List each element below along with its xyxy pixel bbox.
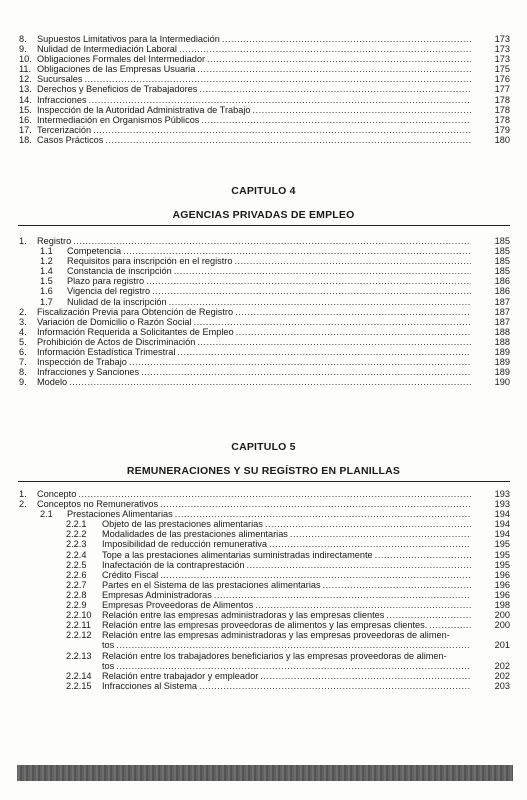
toc-entry bbox=[0, 367, 527, 377]
toc-entry-number: 2.2.4 bbox=[66, 549, 87, 560]
dot-leader bbox=[129, 357, 471, 367]
toc-entry-title: Intermediación en Organismos Públicos bbox=[37, 114, 200, 125]
toc-entry-title: Partes en el Sistema de las prestaciones alimentarias bbox=[102, 579, 321, 590]
dot-leader bbox=[197, 64, 471, 74]
toc-entry-number: 16. bbox=[19, 114, 32, 125]
dot-leader bbox=[116, 640, 471, 650]
toc-entry-title: Obligaciones Formales del Intermediador bbox=[37, 54, 206, 65]
toc-entry-title: Infracciones y Sanciones bbox=[37, 367, 140, 378]
toc-entry-number: 2.2.9 bbox=[66, 600, 87, 611]
toc-entry-page-number: 201 bbox=[494, 640, 510, 651]
toc-entry bbox=[0, 236, 527, 246]
dot-leader bbox=[214, 590, 471, 600]
toc-entry-title: Inafectación de la contraprestación bbox=[102, 559, 245, 570]
toc-entry-page-number: 189 bbox=[494, 357, 510, 368]
toc-entry-continuation bbox=[0, 661, 527, 671]
dot-leader bbox=[207, 54, 471, 64]
toc-entry-page-number: 198 bbox=[494, 600, 510, 611]
toc-entry bbox=[0, 590, 527, 600]
toc-entry bbox=[0, 64, 527, 74]
dot-leader bbox=[265, 519, 471, 529]
toc-entry bbox=[0, 509, 527, 519]
dot-leader bbox=[93, 125, 471, 135]
toc-entry bbox=[0, 286, 527, 296]
toc-entry-title: Conceptos no Remunerativos bbox=[37, 499, 159, 510]
toc-entry-number: 2. bbox=[19, 499, 27, 510]
toc-entry-page-number: 194 bbox=[494, 529, 510, 540]
toc-entry-title: Concepto bbox=[37, 489, 77, 499]
dot-leader bbox=[269, 539, 471, 549]
toc-entry-number: 2.2.1 bbox=[66, 519, 87, 530]
dot-leader bbox=[247, 560, 472, 570]
toc-entry-page-number: 173 bbox=[494, 34, 510, 44]
toc-entry bbox=[0, 610, 527, 620]
dot-leader bbox=[123, 246, 471, 256]
dot-leader bbox=[160, 499, 471, 509]
toc-entry-title: Inspección de Trabajo bbox=[37, 357, 127, 368]
toc-entry-number: 2.2.14 bbox=[66, 670, 92, 681]
toc-entry-title: Sucursales bbox=[37, 74, 83, 85]
toc-entry-title: Empresas Administradoras bbox=[102, 589, 212, 600]
toc-entry bbox=[0, 570, 527, 580]
toc-entry-number: 10. bbox=[19, 54, 32, 65]
toc-entry-number: 1.6 bbox=[40, 286, 53, 297]
toc-previous-chapter-entries bbox=[0, 34, 527, 145]
toc-entry-number: 6. bbox=[19, 347, 27, 358]
toc-entry-page-number: 188 bbox=[494, 326, 510, 337]
toc-entry-number: 2.2.8 bbox=[66, 589, 87, 600]
toc-entry-title: Infracciones bbox=[37, 94, 87, 105]
toc-entry bbox=[0, 105, 527, 115]
toc-entry-title-continuation: tos bbox=[102, 660, 115, 671]
dot-leader bbox=[236, 327, 471, 337]
toc-entry-number: 7. bbox=[19, 357, 27, 368]
chapter-4-heading: CAPITULO 4 bbox=[231, 185, 296, 197]
dot-leader bbox=[179, 44, 471, 54]
toc-entry-number: 3. bbox=[19, 316, 27, 327]
toc-entry-title: Variación de Domicilio o Razón Social bbox=[37, 316, 192, 327]
toc-entry-number: 9. bbox=[19, 377, 27, 388]
toc-entry-number: 1.2 bbox=[40, 256, 53, 267]
toc-entry-page-number: 187 bbox=[494, 296, 510, 307]
toc-entry-title-continuation: tos bbox=[102, 640, 115, 651]
toc-entry-page-number: 189 bbox=[494, 367, 510, 378]
toc-entry-title: Fiscalización Previa para Obtención de Registro bbox=[37, 306, 234, 317]
toc-entry bbox=[0, 74, 527, 84]
toc-entry-title: Relación entre los trabajadores beneficiarios y las empresas proveedoras de alimen- bbox=[102, 650, 447, 661]
toc-entry-title: Requisitos para inscripción en el registro bbox=[67, 256, 233, 267]
dot-leader bbox=[252, 105, 471, 115]
toc-entry-number: 12. bbox=[19, 74, 32, 85]
dot-leader bbox=[116, 661, 471, 671]
chapter-4-entries bbox=[0, 236, 527, 387]
toc-entry-title: Información Requerida a Solicitantes de Empleo bbox=[37, 326, 234, 337]
dot-leader bbox=[194, 317, 471, 327]
toc-entry-number: 1.1 bbox=[40, 246, 53, 257]
toc-entry-page-number: 177 bbox=[494, 84, 510, 95]
toc-entry-number: 4. bbox=[19, 326, 27, 337]
toc-entry-number: 15. bbox=[19, 104, 32, 115]
toc-entry-page-number: 203 bbox=[494, 680, 510, 691]
toc-entry-title: Registro bbox=[37, 236, 72, 246]
toc-entry-number: 1.4 bbox=[40, 266, 53, 277]
dot-leader bbox=[199, 681, 471, 691]
toc-entry-number: 11. bbox=[19, 64, 32, 75]
toc-entry-page-number: 186 bbox=[494, 286, 510, 297]
toc-entry-page-number: 185 bbox=[494, 266, 510, 277]
toc-entry-page-number: 175 bbox=[494, 64, 510, 75]
chapter-5-title: REMUNERACIONES Y SU REGÍSTRO EN PLANILLAS bbox=[126, 465, 401, 477]
toc-entry-number: 1. bbox=[19, 489, 27, 499]
toc-entry-title: Información Estadística Trimestral bbox=[37, 347, 176, 358]
page-footer-band bbox=[17, 765, 513, 781]
toc-entry-number: 2.2.10 bbox=[66, 610, 92, 621]
toc-entry bbox=[0, 377, 527, 387]
dot-leader bbox=[323, 580, 471, 590]
toc-entry-title: Imposibilidad de reducción remunerativa bbox=[102, 539, 267, 550]
toc-entry-number: 2.2.13 bbox=[66, 650, 92, 661]
toc-entry-page-number: 196 bbox=[494, 579, 510, 590]
toc-entry bbox=[0, 489, 527, 499]
toc-entry bbox=[0, 266, 527, 276]
toc-entry bbox=[0, 276, 527, 286]
dot-leader bbox=[386, 610, 471, 620]
toc-entry-page-number: 196 bbox=[494, 589, 510, 600]
toc-entry-number: 2.2.2 bbox=[66, 529, 87, 540]
toc-entry bbox=[0, 580, 527, 590]
toc-entry-number: 1.5 bbox=[40, 276, 53, 287]
toc-entry-number: 8. bbox=[19, 367, 27, 378]
toc-entry-title: Empresas Proveedoras de Alimentos bbox=[102, 600, 254, 611]
toc-entry-number: 17. bbox=[19, 124, 32, 135]
toc-entry bbox=[0, 44, 527, 54]
toc-entry-page-number: 185 bbox=[494, 236, 510, 246]
toc-entry-title: Constancia de inscripción bbox=[67, 266, 172, 277]
toc-entry-page-number: 193 bbox=[494, 489, 510, 499]
toc-entry bbox=[0, 671, 527, 681]
dot-leader bbox=[146, 276, 471, 286]
toc-entry-page-number: 189 bbox=[494, 347, 510, 358]
toc-entry bbox=[0, 600, 527, 610]
toc-entry-page-number: 185 bbox=[494, 256, 510, 267]
dot-leader bbox=[255, 600, 471, 610]
toc-entry-page-number: 187 bbox=[494, 316, 510, 327]
dot-leader bbox=[73, 236, 471, 246]
toc-entry-page-number: 185 bbox=[494, 246, 510, 257]
dot-leader bbox=[105, 135, 471, 145]
toc-entry-number: 2.2.6 bbox=[66, 569, 87, 580]
toc-entry-title: Derechos y Beneficios de Trabajadores bbox=[37, 84, 198, 95]
toc-entry-page-number: 173 bbox=[494, 44, 510, 55]
toc-entry-page-number: 195 bbox=[494, 539, 510, 550]
toc-entry bbox=[0, 135, 527, 145]
dot-leader bbox=[84, 74, 471, 84]
toc-entry-page-number: 179 bbox=[494, 124, 510, 135]
toc-entry-page-number: 202 bbox=[494, 660, 510, 671]
toc-entry bbox=[0, 327, 527, 337]
toc-entry-title: Inspección de la Autoridad Administrativa de Trabajo bbox=[37, 104, 251, 115]
toc-entry-title: Competencia bbox=[67, 246, 122, 257]
toc-entry-number: 2.1 bbox=[40, 509, 53, 520]
toc-entry-title: Objeto de las prestaciones alimentarias bbox=[102, 519, 263, 530]
toc-entry bbox=[0, 125, 527, 135]
toc-entry-page-number: 180 bbox=[494, 134, 510, 145]
toc-entry bbox=[0, 297, 527, 307]
toc-entry-page-number: 178 bbox=[494, 104, 510, 115]
toc-entry-number: 14. bbox=[19, 94, 32, 105]
dot-leader bbox=[222, 34, 471, 44]
toc-entry-continuation bbox=[0, 640, 527, 650]
toc-entry bbox=[0, 95, 527, 105]
toc-entry-number: 5. bbox=[19, 336, 27, 347]
dot-leader bbox=[234, 256, 471, 266]
toc-entry-title: Nulidad de Intermediación Laboral bbox=[37, 44, 177, 55]
toc-entry-number: 2.2.12 bbox=[66, 630, 92, 641]
toc-entry-number: 2.2.3 bbox=[66, 539, 87, 550]
toc-entry-number: 2.2.11 bbox=[66, 620, 91, 631]
toc-entry-page-number: 202 bbox=[494, 670, 510, 681]
dot-leader bbox=[175, 509, 471, 519]
dot-leader bbox=[160, 570, 471, 580]
toc-entry-page-number: 200 bbox=[494, 620, 510, 631]
toc-entry bbox=[0, 347, 527, 357]
toc-entry-title: Tope a las prestaciones alimentarias suministradas indirectamente bbox=[102, 549, 373, 560]
chapter-4-title: AGENCIAS PRIVADAS DE EMPLEO bbox=[172, 209, 355, 221]
toc-entry-number: 1. bbox=[19, 236, 27, 246]
dot-leader bbox=[174, 266, 471, 276]
toc-entry-title: Prestaciones Alimentarias bbox=[67, 509, 173, 520]
dot-leader bbox=[375, 550, 471, 560]
toc-entry-page-number: 196 bbox=[494, 569, 510, 580]
toc-entry bbox=[0, 115, 527, 125]
dot-leader bbox=[201, 115, 471, 125]
toc-entry bbox=[0, 34, 527, 44]
chapter-5-rule bbox=[18, 481, 510, 482]
toc-entry-title: Crédito Fiscal bbox=[102, 569, 159, 580]
toc-entry-number: 9. bbox=[19, 44, 27, 55]
toc-entry-page-number: 186 bbox=[494, 276, 510, 287]
toc-entry-title: Vigencia del registro bbox=[67, 286, 151, 297]
toc-entry bbox=[0, 357, 527, 367]
toc-entry-title: Relación entre las empresas administradoras y las empresas clientes bbox=[102, 610, 385, 621]
toc-entry bbox=[0, 54, 527, 64]
toc-entry bbox=[0, 307, 527, 317]
toc-entry-page-number: 176 bbox=[494, 74, 510, 85]
toc-entry-page-number: 194 bbox=[494, 519, 510, 530]
toc-entry-title: Relación entre trabajador y empleador bbox=[102, 670, 259, 681]
toc-entry-page-number: 188 bbox=[494, 336, 510, 347]
dot-leader bbox=[197, 337, 471, 347]
dot-leader bbox=[69, 377, 471, 387]
toc-entry bbox=[0, 539, 527, 549]
toc-entry bbox=[0, 499, 527, 509]
chapter-5-heading: CAPITULO 5 bbox=[231, 441, 296, 453]
toc-entry-number: 13. bbox=[19, 84, 32, 95]
toc-entry-number: 2.2.5 bbox=[66, 559, 87, 570]
toc-entry-number: 2. bbox=[19, 306, 27, 317]
toc-entry-page-number: 187 bbox=[494, 306, 510, 317]
toc-entry-page-number: 200 bbox=[494, 610, 510, 621]
toc-entry-page-number: 195 bbox=[494, 559, 510, 570]
dot-leader bbox=[177, 347, 471, 357]
toc-entry bbox=[0, 550, 527, 560]
toc-entry-page-number: 178 bbox=[494, 94, 510, 105]
dot-leader bbox=[141, 367, 471, 377]
toc-entry bbox=[0, 84, 527, 94]
toc-entry-number: 8. bbox=[19, 34, 27, 44]
toc-entry bbox=[0, 256, 527, 266]
toc-entry-number: 18. bbox=[19, 134, 32, 145]
dot-leader bbox=[199, 84, 471, 94]
dot-leader bbox=[290, 529, 471, 539]
toc-entry bbox=[0, 519, 527, 529]
toc-entry-page-number: 190 bbox=[494, 377, 510, 388]
toc-entry-page-number: 193 bbox=[494, 499, 510, 510]
dot-leader bbox=[260, 671, 471, 681]
toc-entry-title: Prohibición de Actos de Discriminación bbox=[37, 336, 196, 347]
toc-entry-page-number: 173 bbox=[494, 54, 510, 65]
toc-entry-title: Supuestos Limitativos para la Intermediación bbox=[37, 34, 220, 44]
toc-entry-page-number: 195 bbox=[494, 549, 510, 560]
toc-entry bbox=[0, 630, 527, 640]
toc-entry bbox=[0, 337, 527, 347]
toc-entry-number: 1.7 bbox=[40, 296, 53, 307]
dot-leader bbox=[235, 307, 471, 317]
toc-entry-title: Infracciones al Sistema bbox=[102, 680, 197, 691]
toc-entry bbox=[0, 246, 527, 256]
toc-entry-page-number: 194 bbox=[494, 509, 510, 520]
dot-leader bbox=[169, 297, 471, 307]
toc-entry bbox=[0, 317, 527, 327]
toc-entry bbox=[0, 681, 527, 691]
toc-entry-page-number: 178 bbox=[494, 114, 510, 125]
toc-entry bbox=[0, 620, 527, 630]
dot-leader bbox=[429, 620, 471, 630]
toc-entry-number: 2.2.15 bbox=[66, 680, 92, 691]
toc-entry-title: Obligaciones de las Empresas Usuaria bbox=[37, 64, 196, 75]
toc-entry-title: Relación entre las empresas administradoras y las empresas proveedoras de alimen- bbox=[102, 630, 450, 641]
dot-leader bbox=[78, 489, 471, 499]
toc-entry-number: 2.2.7 bbox=[66, 579, 87, 590]
toc-entry-title: Tercerización bbox=[37, 124, 92, 135]
dot-leader bbox=[152, 286, 471, 296]
toc-entry bbox=[0, 529, 527, 539]
toc-entry-title: Relación entre las empresas proveedoras de alimentos y las empresas clientes. bbox=[102, 620, 428, 631]
toc-entry bbox=[0, 560, 527, 570]
toc-entry bbox=[0, 651, 527, 661]
toc-entry-title: Modalidades de las prestaciones alimentarias bbox=[102, 529, 288, 540]
chapter-4-rule bbox=[18, 225, 510, 226]
toc-entry-title: Casos Prácticos bbox=[37, 134, 104, 145]
toc-entry-title: Plazo para registro bbox=[67, 276, 145, 287]
dot-leader bbox=[89, 95, 471, 105]
toc-entry-title: Nulidad de la inscripción bbox=[67, 296, 167, 307]
toc-entry-title: Modelo bbox=[37, 377, 68, 388]
chapter-5-entries bbox=[0, 489, 527, 691]
